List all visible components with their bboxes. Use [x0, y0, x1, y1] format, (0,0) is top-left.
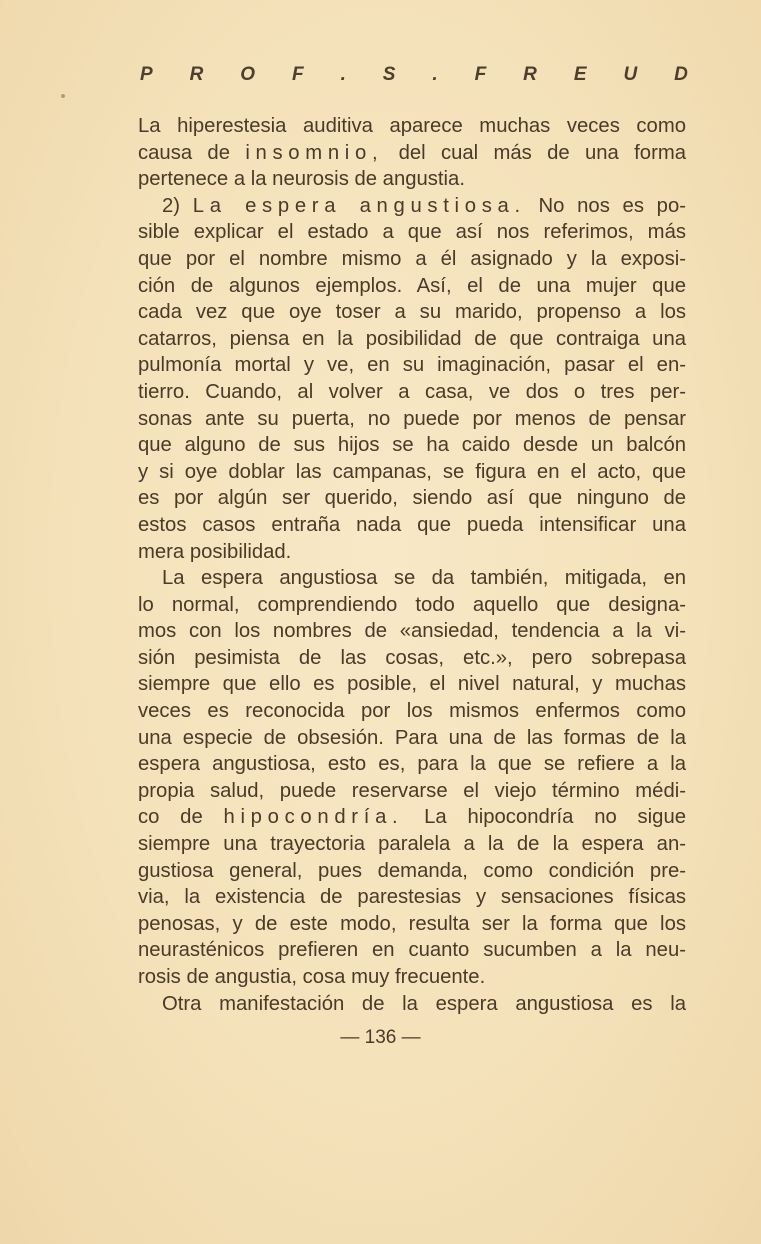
page-body	[138, 113, 686, 1017]
header-letter: F	[474, 64, 487, 85]
header-letter: .	[340, 64, 346, 85]
text-line	[138, 645, 686, 672]
line-text: lo normal, comprendiendo todo aquello que designa-	[138, 593, 686, 616]
line-text: propia salud, puede reservarse el viejo término médi-	[138, 779, 686, 802]
header-letter: E	[573, 64, 587, 85]
paper-speck	[61, 94, 65, 98]
text-line	[138, 406, 686, 433]
text-line	[138, 725, 686, 752]
line-text: tierro. Cuando, al volver a casa, ve dos o tres per-	[138, 380, 686, 403]
line-text: que alguno de sus hijos se ha caido desde un balcón	[138, 434, 686, 457]
line-text: sible explicar el estado a que así nos referimos, más	[138, 221, 686, 244]
line-text: La hipocondría no sigue	[403, 806, 687, 829]
text-line	[138, 751, 686, 778]
text-line	[138, 352, 686, 379]
spaced-emphasis-text: insomnio,	[245, 141, 384, 164]
text-line	[138, 831, 686, 858]
line-text: mera posibilidad.	[138, 540, 292, 563]
text-line	[138, 113, 686, 140]
text-line	[138, 299, 686, 326]
text-line	[138, 671, 686, 698]
line-text: siempre que ello es posible, el nivel natural, y muchas	[138, 673, 686, 696]
line-text: mos con los nombres de «ansiedad, tendencia a la vi-	[138, 620, 686, 643]
page-number: — 136 —	[340, 1027, 421, 1048]
text-line	[138, 884, 686, 911]
text-line	[138, 273, 686, 300]
line-text: causa de	[138, 141, 246, 164]
text-line	[138, 991, 686, 1018]
line-text: una especie de obsesión. Para una de las formas de la	[138, 726, 686, 749]
text-line	[138, 512, 686, 539]
text-line	[138, 379, 686, 406]
header-letter: .	[432, 64, 438, 85]
text-line	[138, 911, 686, 938]
line-text: La espera angustiosa se da también, mitigada, en	[162, 567, 686, 590]
line-text: catarros, piensa en la posibilidad de que contraiga una	[138, 327, 686, 350]
text-line	[138, 432, 686, 459]
header-letter: R	[523, 64, 537, 85]
line-text: espera angustiosa, esto es, para la que se refiere a la	[138, 753, 686, 776]
line-text: ción de algunos ejemplos. Así, el de una mujer que	[138, 274, 686, 297]
line-text: neurasténicos prefieren en cuanto sucumben a la neu-	[138, 939, 686, 962]
line-text: 2)	[162, 194, 193, 217]
text-line	[138, 964, 686, 991]
line-text: Otra manifestación de la espera angustiosa es la	[162, 992, 686, 1015]
line-text: que por el nombre mismo a él asignado y la exposi-	[138, 247, 686, 270]
text-line	[138, 778, 686, 805]
text-line	[138, 219, 686, 246]
text-line	[138, 459, 686, 486]
line-text: estos casos entraña nada que pueda intensificar una	[138, 513, 686, 536]
text-line	[138, 246, 686, 273]
line-text: penosas, y de este modo, resulta ser la forma que los	[138, 912, 686, 935]
text-line	[138, 937, 686, 964]
text-line	[138, 485, 686, 512]
header-letter: F	[292, 64, 304, 85]
header-letter: R	[189, 64, 204, 85]
line-text: pertenece a la neurosis de angustia.	[138, 168, 465, 191]
text-line	[138, 565, 686, 592]
line-text: gustiosa general, pues demanda, como condición pre-	[138, 859, 686, 882]
line-text: rosis de angustia, cosa muy frecuente.	[138, 966, 486, 988]
header-letter: U	[623, 64, 638, 85]
running-header	[140, 64, 688, 86]
line-text: siempre una trayectoria paralela a la de la espera an-	[138, 833, 686, 856]
text-line	[138, 858, 686, 885]
line-text: veces es reconocida por los mismos enfermos como	[138, 700, 686, 723]
line-text: y si oye doblar las campanas, se figura en el acto, que	[138, 460, 686, 483]
line-text: sión pesimista de las cosas, etc.», pero sobrepasa	[138, 646, 686, 669]
text-line	[138, 166, 686, 193]
text-line	[138, 698, 686, 725]
text-line	[138, 539, 686, 566]
header-letter: S	[382, 64, 396, 85]
text-line	[138, 592, 686, 619]
line-text: co de	[138, 806, 224, 829]
line-text: es por algún ser querido, siendo así que ninguno de	[138, 487, 686, 510]
spaced-emphasis-text: La espera angustiosa.	[192, 194, 526, 217]
line-text: pulmonía mortal y ve, en su imaginación, pasar el en-	[138, 354, 686, 377]
text-line	[138, 326, 686, 353]
header-letter: D	[674, 64, 688, 85]
line-text: cada vez que oye toser a su marido, propenso a los	[138, 301, 686, 324]
line-text: sonas ante su puerta, no puede por menos de pensar	[138, 407, 686, 430]
line-text: La hiperestesia auditiva aparece muchas veces como	[138, 115, 686, 137]
line-text: del cual más de una forma	[383, 141, 686, 164]
spaced-emphasis-text: hipocondría.	[223, 806, 404, 829]
text-line	[138, 193, 686, 220]
text-line	[138, 140, 686, 167]
header-letter: P	[140, 64, 153, 85]
header-letter: O	[240, 64, 256, 85]
line-text: via, la existencia de parestesias y sensaciones físicas	[138, 886, 686, 909]
text-line	[138, 618, 686, 645]
text-line	[138, 804, 686, 831]
line-text: No nos es po-	[525, 194, 686, 217]
